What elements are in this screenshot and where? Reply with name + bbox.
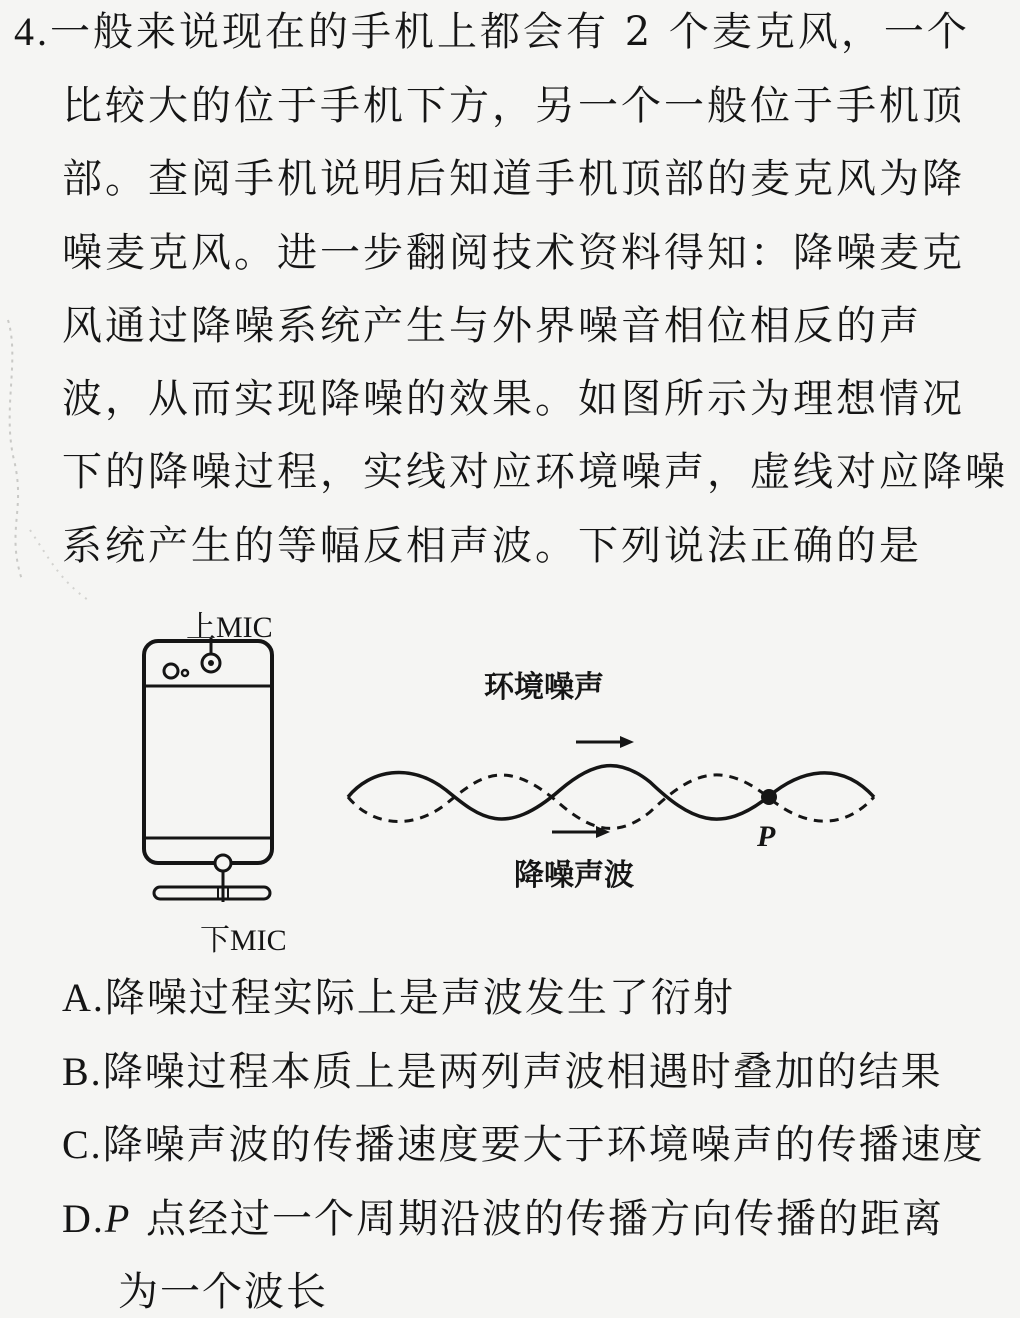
env-noise-label: 环境噪声 [484, 670, 604, 705]
option-d-text-2: 为一个波长 [118, 1269, 328, 1315]
option-a-text: 降噪过程实际上是声波发生了衍射 [104, 975, 735, 1021]
option-d-text: 点经过一个周期沿波的传播方向传播的距离 [131, 1196, 945, 1242]
option-b-letter: B. [62, 1049, 103, 1094]
question-line-2 [62, 80, 965, 132]
option-d[interactable] [62, 1193, 944, 1245]
environment-noise-wave [348, 766, 874, 820]
question-line-6 [62, 373, 965, 425]
question-number: 4. [14, 9, 50, 54]
question-text-2: 比较大的位于手机下方，另一个一般位于手机顶 [62, 83, 965, 129]
cancel-wave-dashed [348, 775, 874, 829]
option-c-text: 降噪声波的传播速度要大于环境噪声的传播速度 [102, 1122, 985, 1168]
point-p-marker [761, 789, 777, 805]
phone-icon [144, 638, 272, 902]
option-c-letter: C. [62, 1122, 103, 1167]
noise-cancel-figure [0, 598, 1020, 968]
question-line-8 [62, 520, 922, 572]
option-b-text: 降噪过程本质上是两列声波相遇时叠加的结果 [102, 1049, 943, 1095]
option-b[interactable] [62, 1046, 943, 1098]
question-text-3: 部。查阅手机说明后知道手机顶部的麦克风为降 [62, 156, 965, 202]
option-a[interactable] [62, 972, 735, 1024]
option-d-letter: D. [62, 1196, 105, 1241]
question-text-7: 下的降噪过程，实线对应环境噪声，虚线对应降噪 [62, 449, 1008, 495]
question-text-6: 波，从而实现降噪的效果。如图所示为理想情况 [62, 376, 965, 422]
bottom-mic-label: 下MIC [200, 924, 287, 957]
question-line-1 [14, 6, 970, 58]
question-text-8: 系统产生的等幅反相声波。下列说法正确的是 [62, 523, 922, 569]
cancel-wave-label: 降噪声波 [514, 858, 634, 893]
top-mic-label: 上MIC [186, 611, 273, 644]
question-text-5: 风通过降噪系统产生与外界噪音相位相反的声 [62, 303, 922, 349]
env-noise-arrow-icon [576, 736, 634, 748]
option-a-letter: A. [62, 975, 105, 1020]
option-d-italic-p: P [104, 1196, 132, 1241]
question-text-1: 一般来说现在的手机上都会有 2 个麦克风，一个 [50, 9, 970, 55]
option-c[interactable] [62, 1119, 985, 1171]
question-line-7 [62, 446, 1008, 498]
question-line-4 [62, 227, 965, 279]
question-line-3 [62, 153, 965, 205]
point-p-label: P [757, 820, 776, 853]
cancel-wave-arrow-icon [552, 826, 610, 838]
question-text-4: 噪麦克风。进一步翻阅技术资料得知：降噪麦克 [62, 230, 965, 276]
bottom-mic-icon [215, 855, 231, 871]
option-d-continued [118, 1266, 328, 1318]
question-line-5 [62, 300, 922, 352]
